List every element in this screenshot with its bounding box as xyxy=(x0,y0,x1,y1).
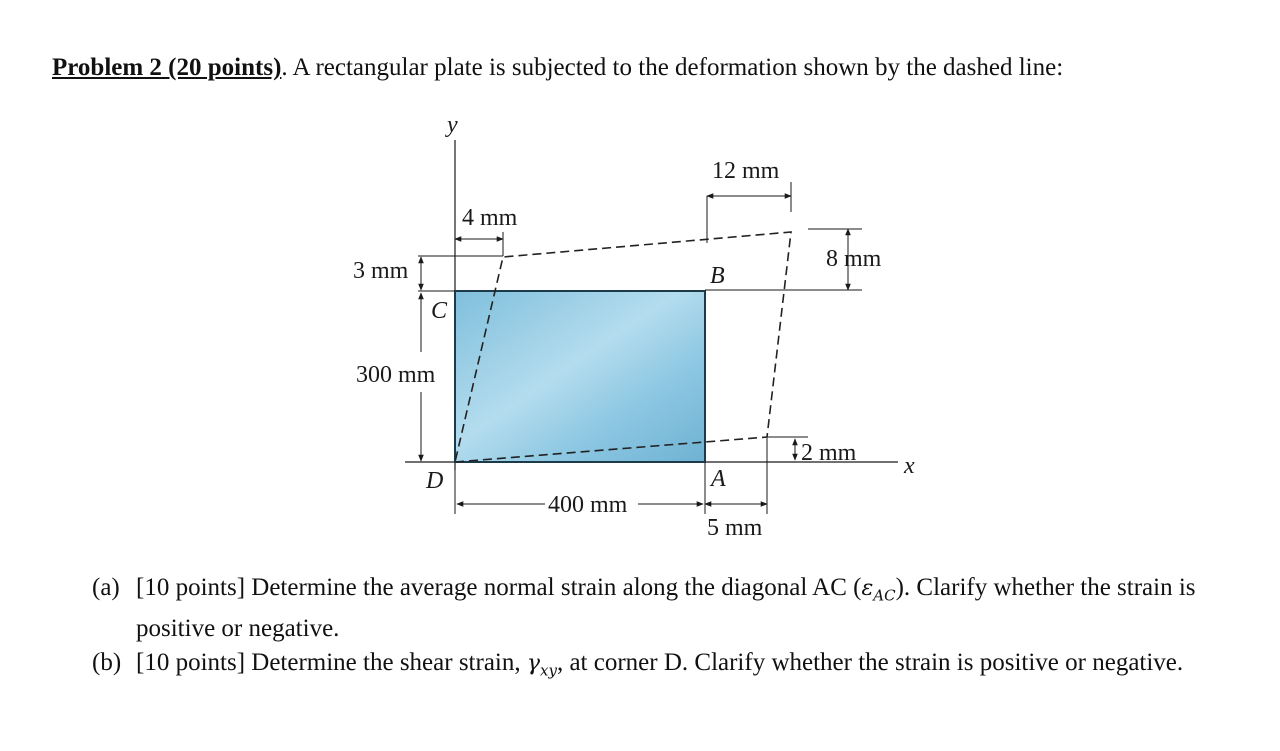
question-b-text-start: [10 points] Determine the shear strain, xyxy=(136,649,527,677)
question-b-text-end: , at corner D. Clarify whether the strain is positive or negative. xyxy=(556,649,1184,677)
dim-5-label: 5 mm xyxy=(707,515,763,541)
corner-c-label: C xyxy=(431,298,448,324)
question-a-text-start: [10 points] Determine the average normal strain along the diagonal AC ( xyxy=(136,574,862,601)
question-b-label: (b) xyxy=(92,649,122,677)
dim-4-label: 4 mm xyxy=(462,205,518,231)
dim-12-label: 12 mm xyxy=(712,158,780,184)
question-a-text-end: ). Clarify whether the strain is positive or negative. xyxy=(136,574,1196,643)
corner-b-label: B xyxy=(710,263,725,289)
corner-a-label: A xyxy=(711,466,726,492)
dim-2-label: 2 mm xyxy=(801,440,857,466)
question-a-label: (a) xyxy=(92,574,120,601)
dim-300-label: 300 mm xyxy=(356,362,436,388)
dim-3-label: 3 mm xyxy=(353,258,409,284)
questions-list xyxy=(92,571,1242,688)
question-a xyxy=(92,571,1242,646)
problem-statement: . A rectangular plate is subjected to the deformation shown by the dashed line: xyxy=(281,54,1064,81)
problem-title: Problem 2 (20 points) xyxy=(52,54,282,81)
y-axis-label: y xyxy=(447,112,458,138)
shear-strain-symbol: $\gamma_{xy}$ xyxy=(526,651,557,680)
question-b xyxy=(92,646,1242,687)
strain-ac-symbol: $\varepsilon_{AC}$ xyxy=(861,576,896,605)
corner-d-label: D xyxy=(426,468,444,494)
dim-8-label: 8 mm xyxy=(826,246,882,272)
x-axis-label: x xyxy=(904,453,915,479)
plate xyxy=(455,291,705,462)
dim-400-label: 400 mm xyxy=(548,492,628,518)
